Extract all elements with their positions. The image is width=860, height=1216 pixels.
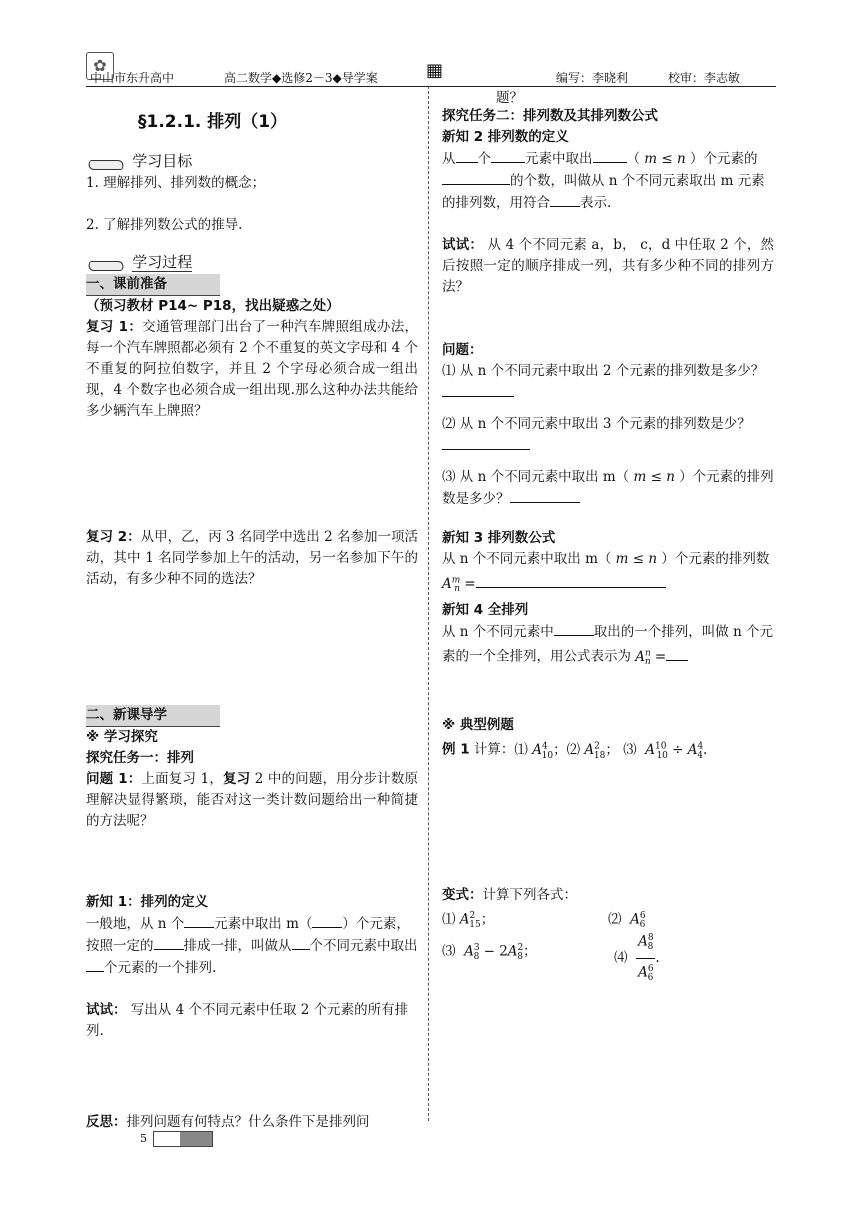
left-column — [86, 112, 418, 1133]
variation: 变式：计算下列各式： — [442, 886, 577, 903]
school-logo-icon: ✿ — [86, 52, 114, 80]
goals-heading-row — [86, 151, 418, 173]
variation-1: ⑴ $A^2_{15}$； — [442, 910, 495, 930]
task-2: 探究任务二：排列数及其排列数公式 — [442, 108, 658, 124]
new-knowledge-3: 新知 3 排列数公式 — [442, 530, 556, 546]
goals-heading: 学习目标 — [132, 152, 193, 170]
book-icon — [86, 255, 128, 273]
review-1: 复习 1：交通管理部门出台了一种汽车牌照组成办法，每一个汽车牌照都必须有 2 个不重复的英文字母和 4 个不重复的阿拉伯数字，并且 2 个字母必须合成一组出现，4 个数字也必须合成一组出现.那么这种办法共能给多少辆汽车上牌照？ — [86, 319, 419, 419]
questions-label: 问题： — [442, 342, 483, 358]
question-b: ⑵ 从 n 个不同元素中取出 3 个元素的排列数是少？ — [442, 414, 774, 457]
prep-note: （预习教材 P14~ P18，找出疑惑之处） — [86, 298, 340, 314]
section-new-lesson: 二、新课导学 — [86, 705, 418, 727]
variation-2: ⑵ $A^6_6$ — [608, 910, 646, 930]
new-knowledge-4: 新知 4 全排列 — [442, 602, 529, 619]
variation-3: ⑶ $A^3_8 - 2A^2_8$； — [442, 942, 537, 962]
goal-1: 1. 理解排列、排列数的概念； — [86, 175, 266, 191]
page-header — [86, 56, 776, 87]
variation-items — [442, 906, 774, 983]
process-heading-row — [86, 252, 418, 274]
examples-heading: ※ 典型例题 — [442, 717, 514, 734]
page-number: 5 — [140, 1132, 147, 1145]
question-a: ⑴ 从 n 个不同元素中取出 2 个元素的排列数是多少？ — [442, 361, 774, 404]
page-footer — [140, 1131, 213, 1147]
section-prep: 一、课前准备 — [86, 274, 418, 296]
book-icon — [86, 154, 128, 172]
question-c: ⑶ 从 n 个不同元素中取出 m（ m ≤ n ）个元素的排列数是多少？ — [442, 469, 774, 507]
try-1: 试试： 写出从 4 个不同元素中任取 2 个元素的所有排列. — [86, 1002, 409, 1039]
variation-4: ⑷ $\frac{A^8_8}{A^6_6}$ . — [614, 928, 660, 989]
task-1: 探究任务一：排列 — [86, 750, 194, 766]
header-course: 高二数学◆选修2－3◆导学案 — [224, 71, 378, 85]
header-school: 中山市东升高中 — [90, 71, 175, 85]
explore-heading: ※ 学习探究 — [86, 729, 158, 745]
question-1: 问题 1：上面复习 1，复习 2 中的问题，用分步计数原理解决显得繁琐，能否对这一类计数问题给出一种简捷的方法呢？ — [86, 771, 419, 829]
try-2: 试试： 从 4 个不同元素 a，b， c，d 中任取 2 个，然后按照一定的顺序排成一列，共有多少种不同的排列方法？ — [442, 237, 775, 295]
new-knowledge-1: 新知 1：排列的定义 — [86, 894, 209, 910]
new-knowledge-2: 新知 2 排列数的定义 — [442, 129, 569, 145]
lesson-title: §1.2.1. 排列（1） — [138, 112, 288, 132]
nk2-definition: 从 个 元素中取出 （ m ≤ n ）个元素的的个数，叫做从 n 个不同元素取出 m 元素的排列数，用符合 表示. — [442, 148, 774, 214]
goal-2: 2. 了解排列数公式的推导. — [86, 217, 243, 233]
process-heading: 学习过程 — [132, 253, 193, 271]
nk4-definition: 从 n 个不同元素中 取出的一个排列，叫做 n 个元素的一个全排列，用公式表示为 $A^n_n$ = — [442, 621, 774, 673]
continued-text: 题？ — [496, 90, 523, 106]
reflection: 反思：排列问题有何特点？什么条件下是排列问 — [86, 1114, 370, 1130]
right-column — [442, 90, 775, 983]
nk3-formula: 从 n 个不同元素中取出 m（ m ≤ n ）个元素的排列数 $A^m_n$ = — [442, 551, 770, 595]
example-1: 例 1 计算：⑴ $A^4_{10}$；⑵ $A^2_{18}$； ⑶ $A^{10}_{10} \div A^4_4$. — [442, 741, 708, 761]
header-author: 编写：李晓利 — [556, 71, 629, 85]
header-emblem-icon: ▦ — [426, 60, 444, 81]
nk1-definition: 一般地，从 n 个 元素中取出 m（ ）个元素，按照一定的 排成一排，叫做从 个不同元素中取出个元素的一个排列. — [86, 913, 418, 979]
header-reviewer: 校审：李志敏 — [668, 71, 741, 85]
page-tab-icon — [153, 1131, 213, 1147]
column-divider — [428, 86, 429, 1121]
review-2: 复习 2：从甲，乙，丙 3 名同学中选出 2 名参加一项活动，其中 1 名同学参加上午的活动，另一名参加下午的活动，有多少种不同的选法？ — [86, 529, 419, 587]
